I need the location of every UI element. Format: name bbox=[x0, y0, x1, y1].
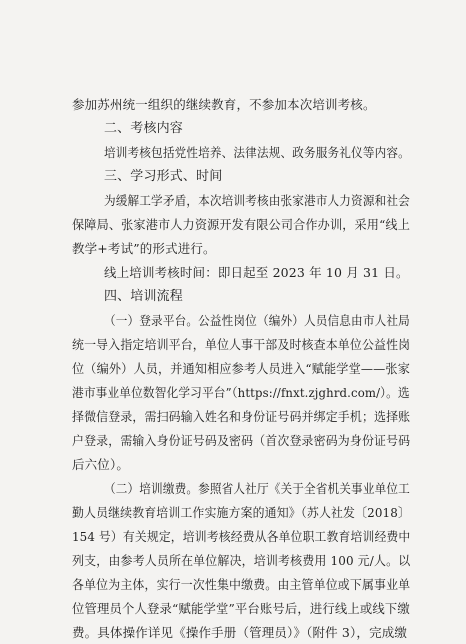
text-line: 列支，由参考人员所在单位解决，培训考核费用 100 元/人。以 bbox=[72, 553, 411, 568]
text-line: （一）登录平台。公益性岗位（编外）人员信息由市人社局 bbox=[104, 313, 410, 328]
text-line: 择微信登录，需扫码输入姓名和身份证号码并绑定手机；选择账 bbox=[72, 409, 411, 424]
text-line: 港市事业单位数智化学习平台”（https://fnxt.zjghrd.com/）。选 bbox=[72, 385, 410, 400]
text-line: 户登录，需输入身份证号码及密码（首次登录密码为身份证号码 bbox=[72, 433, 411, 448]
text-line: 培训考核包括党性培养、法律法规、政务服务礼仪等内容。 bbox=[104, 145, 410, 160]
section-heading: 三、学习形式、时间 bbox=[104, 169, 223, 184]
text-line: 统一导入指定培训平台，单位人事干部及时核查本单位公益性岗 bbox=[72, 337, 411, 352]
text-line: 后六位）。 bbox=[72, 457, 130, 472]
text-line: 位管理员个人登录“赋能学堂”平台账号后，进行线上或线下缴 bbox=[72, 601, 410, 616]
text-line: 保障局、张家港市人力资源开发有限公司合作办训，采用“线上 bbox=[72, 217, 410, 232]
text-line: 参加苏州统一组织的继续教育，不参加本次培训考核。 bbox=[72, 97, 376, 112]
text-line: 费。具体操作详见《操作手册（管理员）》（附件 3），完成缴 bbox=[72, 625, 408, 640]
text-line: 位（编外）人员，并通知相应参考人员进入“赋能学堂——张家 bbox=[72, 361, 410, 376]
text-line: 为缓解工学矛盾，本次培训考核由张家港市人力资源和社会 bbox=[104, 193, 410, 208]
text-line: 教学+考试”的形式进行。 bbox=[72, 241, 216, 256]
text-line: 各单位为主体，实行一次性集中缴费。由主管单位或下属事业单 bbox=[72, 577, 411, 592]
section-heading: 二、考核内容 bbox=[104, 121, 183, 136]
section-heading: 四、培训流程 bbox=[104, 289, 183, 304]
text-line: 154 号）有关规定，培训考核经费从各单位职工教育培训经费中 bbox=[72, 529, 411, 544]
text-line: 线上培训考核时间：即日起至 2023 年 10 月 31 日。 bbox=[104, 265, 409, 280]
text-line: 勤人员继续教育培训工作实施方案的通知》（苏人社发〔2018〕 bbox=[72, 505, 411, 520]
text-line: （二）培训缴费。参照省人社厅《关于全省机关事业单位工 bbox=[104, 481, 410, 496]
